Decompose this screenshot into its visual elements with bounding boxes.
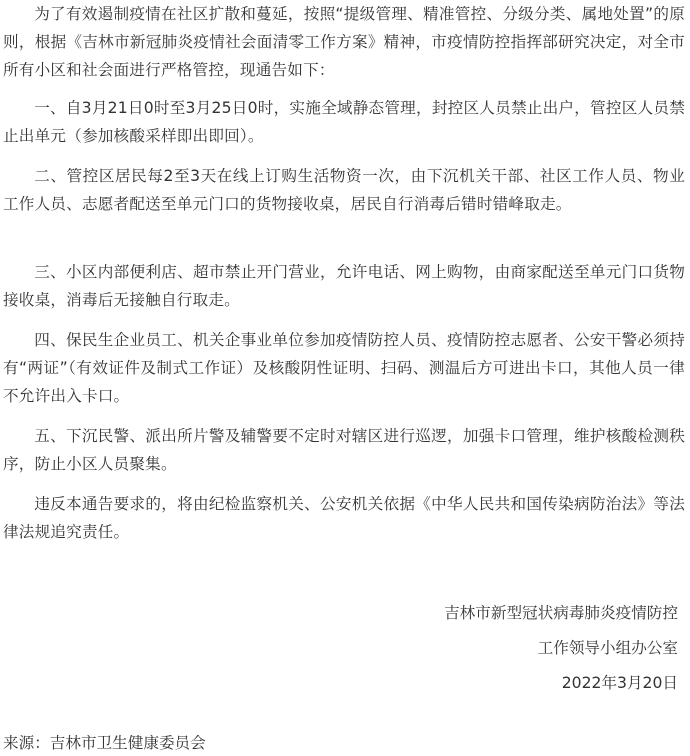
clause-3-paragraph: 三、小区内部便利店、超市禁止开门营业，允许电话、网上购物，由商家配送至单元门口货物接收桌，消毒后无接触自行取走。 [3,263,685,309]
penalty-paragraph: 违反本通告要求的，将由纪检监察机关、公安机关依据《中华人民共和国传染病防治法》等法律法规追究责任。 [3,495,685,541]
clause-1-paragraph: 一、自3月21日0时至3月25日0时，实施全域静态管理，封控区人员禁止出户，管控区人员禁止出单元（参加核酸采样即出即回）。 [3,99,685,145]
issuer-line-2: 工作领导小组办公室 [537,639,678,657]
source-attribution: 来源：吉林市卫生健康委员会 [3,734,206,752]
clause-5-paragraph: 五、下沉民警、派出所片警及辅警要不定时对辖区进行巡逻，加强卡口管理，维护核酸检测秩序，防止小区人员聚集。 [3,427,685,473]
intro-paragraph: 为了有效遏制疫情在社区扩散和蔓延，按照“提级管理、精准管控、分级分类、属地处置”的原则，根据《吉林市新冠肺炎疫情社会面清零工作方案》精神，市疫情防控指挥部研究决定，对全市所有小区和社会面进行严格管控，现通告如下： [3,5,685,79]
issuer-line-1: 吉林市新型冠状病毒肺炎疫情防控 [444,604,678,622]
clause-4-paragraph: 四、保民生企业员工、机关企事业单位参加疫情防控人员、疫情防控志愿者、公安干警必须持有“两证”（有效证件及制式工作证）及核酸阴性证明、扫码、测温后方可进出卡口，其他人员一律不允许出入卡口。 [3,331,685,405]
clause-2-paragraph: 二、管控区居民每2至3天在线上订购生活物资一次，由下沉机关干部、社区工作人员、物业工作人员、志愿者配送至单元门口的货物接收桌，居民自行消毒后错时错峰取走。 [3,167,685,213]
issue-date: 2022年3月20日 [561,674,678,692]
